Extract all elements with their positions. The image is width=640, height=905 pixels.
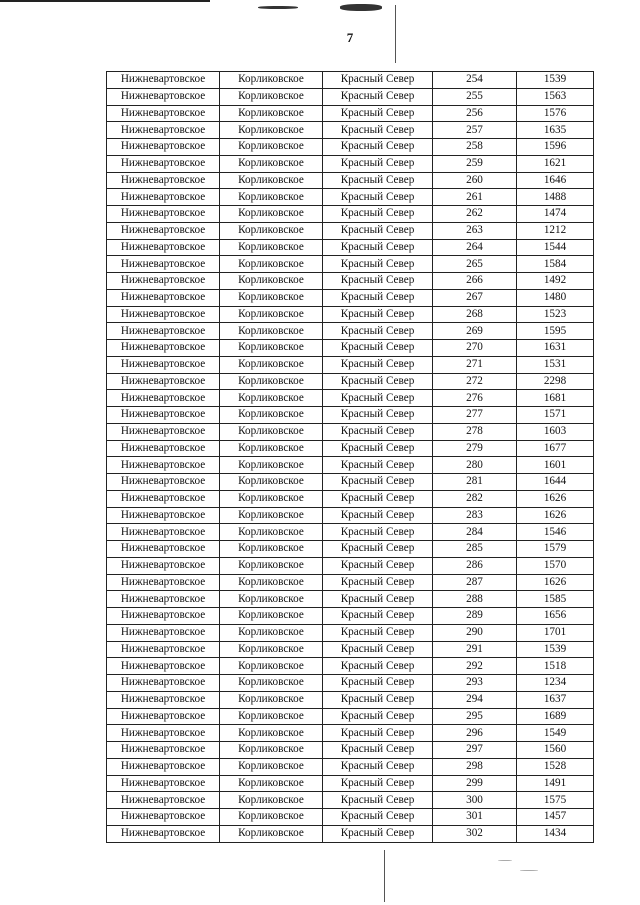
field-cell: Корликовское [220, 474, 323, 491]
settlement-cell: Красный Север [323, 809, 433, 826]
settlement-cell: Красный Север [323, 390, 433, 407]
field-cell: Корликовское [220, 541, 323, 558]
field-cell: Корликовское [220, 306, 323, 323]
district-cell: Нижневартовское [107, 273, 220, 290]
district-cell: Нижневартовское [107, 608, 220, 625]
table-row [107, 608, 594, 625]
value-cell: 1595 [517, 323, 594, 340]
field-cell: Корликовское [220, 490, 323, 507]
table-row [107, 574, 594, 591]
scan-speck-bottom [520, 870, 538, 871]
settlement-cell: Красный Север [323, 440, 433, 457]
field-cell: Корликовское [220, 373, 323, 390]
table-row [107, 591, 594, 608]
table-row [107, 273, 594, 290]
value-cell: 1626 [517, 490, 594, 507]
table-row [107, 122, 594, 139]
district-cell: Нижневартовское [107, 323, 220, 340]
value-cell: 1528 [517, 758, 594, 775]
table-row [107, 658, 594, 675]
value-cell: 1644 [517, 474, 594, 491]
value-cell: 1571 [517, 407, 594, 424]
district-cell: Нижневартовское [107, 289, 220, 306]
number-cell: 278 [433, 423, 517, 440]
number-cell: 261 [433, 189, 517, 206]
table-row [107, 440, 594, 457]
settlement-cell: Красный Север [323, 524, 433, 541]
value-cell: 1681 [517, 390, 594, 407]
table-row [107, 189, 594, 206]
number-cell: 268 [433, 306, 517, 323]
district-cell: Нижневартовское [107, 172, 220, 189]
district-cell: Нижневартовское [107, 691, 220, 708]
settlement-cell: Красный Север [323, 708, 433, 725]
district-cell: Нижневартовское [107, 222, 220, 239]
number-cell: 272 [433, 373, 517, 390]
number-cell: 289 [433, 608, 517, 625]
district-cell: Нижневартовское [107, 675, 220, 692]
scan-speck-top [340, 4, 382, 11]
number-cell: 283 [433, 507, 517, 524]
field-cell: Корликовское [220, 139, 323, 156]
settlement-cell: Красный Север [323, 172, 433, 189]
value-cell: 1626 [517, 574, 594, 591]
district-cell: Нижневартовское [107, 256, 220, 273]
field-cell: Корликовское [220, 708, 323, 725]
district-cell: Нижневартовское [107, 658, 220, 675]
value-cell: 1584 [517, 256, 594, 273]
value-cell: 1637 [517, 691, 594, 708]
value-cell: 1601 [517, 457, 594, 474]
district-cell: Нижневартовское [107, 88, 220, 105]
district-cell: Нижневартовское [107, 373, 220, 390]
number-cell: 288 [433, 591, 517, 608]
number-cell: 284 [433, 524, 517, 541]
district-cell: Нижневартовское [107, 206, 220, 223]
settlement-cell: Красный Север [323, 323, 433, 340]
field-cell: Корликовское [220, 222, 323, 239]
settlement-cell: Красный Север [323, 691, 433, 708]
value-cell: 1474 [517, 206, 594, 223]
value-cell: 1701 [517, 624, 594, 641]
table-row [107, 507, 594, 524]
number-cell: 301 [433, 809, 517, 826]
number-cell: 287 [433, 574, 517, 591]
table-row [107, 708, 594, 725]
value-cell: 1631 [517, 340, 594, 357]
settlement-cell: Красный Север [323, 239, 433, 256]
settlement-cell: Красный Север [323, 641, 433, 658]
value-cell: 1212 [517, 222, 594, 239]
value-cell: 1491 [517, 775, 594, 792]
district-cell: Нижневартовское [107, 105, 220, 122]
number-cell: 291 [433, 641, 517, 658]
value-cell: 1492 [517, 273, 594, 290]
district-cell: Нижневартовское [107, 474, 220, 491]
district-cell: Нижневартовское [107, 541, 220, 558]
value-cell: 1585 [517, 591, 594, 608]
district-cell: Нижневартовское [107, 809, 220, 826]
field-cell: Корликовское [220, 239, 323, 256]
table-row [107, 289, 594, 306]
settlement-cell: Красный Север [323, 608, 433, 625]
settlement-cell: Красный Север [323, 189, 433, 206]
district-cell: Нижневартовское [107, 825, 220, 842]
field-cell: Корликовское [220, 206, 323, 223]
page-number: 7 [346, 30, 354, 45]
field-cell: Корликовское [220, 289, 323, 306]
number-cell: 302 [433, 825, 517, 842]
number-cell: 258 [433, 139, 517, 156]
district-cell: Нижневартовское [107, 591, 220, 608]
district-cell: Нижневартовское [107, 574, 220, 591]
scan-speck-bottom [498, 860, 512, 861]
number-cell: 276 [433, 390, 517, 407]
number-cell: 285 [433, 541, 517, 558]
district-cell: Нижневартовское [107, 457, 220, 474]
value-cell: 1635 [517, 122, 594, 139]
field-cell: Корликовское [220, 88, 323, 105]
number-cell: 280 [433, 457, 517, 474]
field-cell: Корликовское [220, 172, 323, 189]
table-row [107, 323, 594, 340]
settlement-cell: Красный Север [323, 139, 433, 156]
field-cell: Корликовское [220, 407, 323, 424]
table-row [107, 541, 594, 558]
table-row [107, 742, 594, 759]
value-cell: 1523 [517, 306, 594, 323]
number-cell: 296 [433, 725, 517, 742]
number-cell: 293 [433, 675, 517, 692]
district-cell: Нижневартовское [107, 356, 220, 373]
number-cell: 282 [433, 490, 517, 507]
table-row [107, 809, 594, 826]
number-cell: 257 [433, 122, 517, 139]
value-cell: 1579 [517, 541, 594, 558]
table-row [107, 340, 594, 357]
number-cell: 290 [433, 624, 517, 641]
registry-table-body [107, 72, 594, 843]
district-cell: Нижневартовское [107, 775, 220, 792]
number-cell: 295 [433, 708, 517, 725]
district-cell: Нижневартовское [107, 641, 220, 658]
field-cell: Корликовское [220, 457, 323, 474]
settlement-cell: Красный Север [323, 490, 433, 507]
table-row [107, 423, 594, 440]
settlement-cell: Красный Север [323, 474, 433, 491]
value-cell: 1596 [517, 139, 594, 156]
field-cell: Корликовское [220, 758, 323, 775]
district-cell: Нижневартовское [107, 390, 220, 407]
number-cell: 263 [433, 222, 517, 239]
field-cell: Корликовское [220, 524, 323, 541]
settlement-cell: Красный Север [323, 675, 433, 692]
value-cell: 2298 [517, 373, 594, 390]
settlement-cell: Красный Север [323, 72, 433, 89]
table-row [107, 88, 594, 105]
table-row [107, 725, 594, 742]
field-cell: Корликовское [220, 256, 323, 273]
settlement-cell: Красный Север [323, 507, 433, 524]
number-cell: 271 [433, 356, 517, 373]
district-cell: Нижневартовское [107, 524, 220, 541]
number-cell: 255 [433, 88, 517, 105]
field-cell: Корликовское [220, 591, 323, 608]
number-cell: 279 [433, 440, 517, 457]
field-cell: Корликовское [220, 809, 323, 826]
field-cell: Корликовское [220, 356, 323, 373]
settlement-cell: Красный Север [323, 825, 433, 842]
district-cell: Нижневартовское [107, 423, 220, 440]
settlement-cell: Красный Север [323, 423, 433, 440]
registry-table [106, 71, 594, 843]
field-cell: Корликовское [220, 742, 323, 759]
settlement-cell: Красный Север [323, 356, 433, 373]
value-cell: 1656 [517, 608, 594, 625]
field-cell: Корликовское [220, 189, 323, 206]
field-cell: Корликовское [220, 792, 323, 809]
number-cell: 266 [433, 273, 517, 290]
settlement-cell: Красный Север [323, 105, 433, 122]
field-cell: Корликовское [220, 105, 323, 122]
table-row [107, 373, 594, 390]
table-row [107, 490, 594, 507]
number-cell: 277 [433, 407, 517, 424]
settlement-cell: Красный Север [323, 88, 433, 105]
value-cell: 1563 [517, 88, 594, 105]
table-row [107, 758, 594, 775]
number-cell: 256 [433, 105, 517, 122]
table-row [107, 139, 594, 156]
table-row [107, 457, 594, 474]
settlement-cell: Красный Север [323, 457, 433, 474]
table-row [107, 356, 594, 373]
district-cell: Нижневартовское [107, 624, 220, 641]
settlement-cell: Красный Север [323, 725, 433, 742]
settlement-cell: Красный Север [323, 591, 433, 608]
number-cell: 299 [433, 775, 517, 792]
settlement-cell: Красный Север [323, 222, 433, 239]
settlement-cell: Красный Север [323, 306, 433, 323]
field-cell: Корликовское [220, 691, 323, 708]
scan-edge-line [0, 0, 210, 2]
value-cell: 1457 [517, 809, 594, 826]
settlement-cell: Красный Север [323, 289, 433, 306]
value-cell: 1646 [517, 172, 594, 189]
table-row [107, 641, 594, 658]
district-cell: Нижневартовское [107, 507, 220, 524]
table-row [107, 624, 594, 641]
number-cell: 300 [433, 792, 517, 809]
value-cell: 1575 [517, 792, 594, 809]
district-cell: Нижневартовское [107, 189, 220, 206]
district-cell: Нижневартовское [107, 708, 220, 725]
number-cell: 260 [433, 172, 517, 189]
district-cell: Нижневартовское [107, 407, 220, 424]
number-cell: 292 [433, 658, 517, 675]
value-cell: 1531 [517, 356, 594, 373]
value-cell: 1677 [517, 440, 594, 457]
number-cell: 254 [433, 72, 517, 89]
settlement-cell: Красный Север [323, 742, 433, 759]
table-row [107, 222, 594, 239]
number-cell: 286 [433, 557, 517, 574]
field-cell: Корликовское [220, 658, 323, 675]
value-cell: 1603 [517, 423, 594, 440]
value-cell: 1576 [517, 105, 594, 122]
value-cell: 1689 [517, 708, 594, 725]
district-cell: Нижневартовское [107, 72, 220, 89]
settlement-cell: Красный Север [323, 373, 433, 390]
value-cell: 1434 [517, 825, 594, 842]
field-cell: Корликовское [220, 775, 323, 792]
settlement-cell: Красный Север [323, 407, 433, 424]
field-cell: Корликовское [220, 725, 323, 742]
value-cell: 1480 [517, 289, 594, 306]
settlement-cell: Красный Север [323, 273, 433, 290]
table-row [107, 256, 594, 273]
settlement-cell: Красный Север [323, 557, 433, 574]
district-cell: Нижневартовское [107, 490, 220, 507]
number-cell: 267 [433, 289, 517, 306]
field-cell: Корликовское [220, 155, 323, 172]
field-cell: Корликовское [220, 390, 323, 407]
table-row [107, 407, 594, 424]
value-cell: 1560 [517, 742, 594, 759]
district-cell: Нижневартовское [107, 340, 220, 357]
settlement-cell: Красный Север [323, 122, 433, 139]
value-cell: 1488 [517, 189, 594, 206]
number-cell: 270 [433, 340, 517, 357]
field-cell: Корликовское [220, 507, 323, 524]
table-row [107, 239, 594, 256]
number-cell: 298 [433, 758, 517, 775]
scan-fold-line-bottom [384, 850, 385, 902]
table-row [107, 825, 594, 842]
value-cell: 1549 [517, 725, 594, 742]
field-cell: Корликовское [220, 72, 323, 89]
table-row [107, 306, 594, 323]
settlement-cell: Красный Север [323, 775, 433, 792]
settlement-cell: Красный Север [323, 758, 433, 775]
district-cell: Нижневартовское [107, 440, 220, 457]
field-cell: Корликовское [220, 122, 323, 139]
value-cell: 1546 [517, 524, 594, 541]
value-cell: 1518 [517, 658, 594, 675]
field-cell: Корликовское [220, 423, 323, 440]
table-row [107, 206, 594, 223]
value-cell: 1539 [517, 72, 594, 89]
table-row [107, 775, 594, 792]
value-cell: 1234 [517, 675, 594, 692]
table-row [107, 390, 594, 407]
number-cell: 281 [433, 474, 517, 491]
settlement-cell: Красный Север [323, 206, 433, 223]
district-cell: Нижневартовское [107, 742, 220, 759]
settlement-cell: Красный Север [323, 624, 433, 641]
number-cell: 262 [433, 206, 517, 223]
field-cell: Корликовское [220, 557, 323, 574]
table-row [107, 105, 594, 122]
settlement-cell: Красный Север [323, 792, 433, 809]
value-cell: 1570 [517, 557, 594, 574]
number-cell: 259 [433, 155, 517, 172]
table-row [107, 524, 594, 541]
field-cell: Корликовское [220, 608, 323, 625]
field-cell: Корликовское [220, 624, 323, 641]
field-cell: Корликовское [220, 440, 323, 457]
number-cell: 294 [433, 691, 517, 708]
field-cell: Корликовское [220, 574, 323, 591]
district-cell: Нижневартовское [107, 557, 220, 574]
table-row [107, 474, 594, 491]
settlement-cell: Красный Север [323, 658, 433, 675]
field-cell: Корликовское [220, 340, 323, 357]
settlement-cell: Красный Север [323, 340, 433, 357]
value-cell: 1539 [517, 641, 594, 658]
district-cell: Нижневартовское [107, 792, 220, 809]
table-row [107, 557, 594, 574]
district-cell: Нижневартовское [107, 155, 220, 172]
field-cell: Корликовское [220, 825, 323, 842]
district-cell: Нижневартовское [107, 122, 220, 139]
district-cell: Нижневартовское [107, 306, 220, 323]
number-cell: 297 [433, 742, 517, 759]
district-cell: Нижневартовское [107, 725, 220, 742]
value-cell: 1544 [517, 239, 594, 256]
settlement-cell: Красный Север [323, 256, 433, 273]
district-cell: Нижневартовское [107, 239, 220, 256]
district-cell: Нижневартовское [107, 758, 220, 775]
value-cell: 1621 [517, 155, 594, 172]
table-row [107, 72, 594, 89]
table-row [107, 792, 594, 809]
field-cell: Корликовское [220, 641, 323, 658]
district-cell: Нижневартовское [107, 139, 220, 156]
scan-speck-top [258, 6, 298, 9]
table-row [107, 172, 594, 189]
number-cell: 265 [433, 256, 517, 273]
field-cell: Корликовское [220, 323, 323, 340]
scan-fold-line-top [395, 5, 396, 63]
settlement-cell: Красный Север [323, 155, 433, 172]
settlement-cell: Красный Север [323, 574, 433, 591]
value-cell: 1626 [517, 507, 594, 524]
table-row [107, 675, 594, 692]
field-cell: Корликовское [220, 273, 323, 290]
table-row [107, 155, 594, 172]
table-row [107, 691, 594, 708]
number-cell: 269 [433, 323, 517, 340]
settlement-cell: Красный Север [323, 541, 433, 558]
field-cell: Корликовское [220, 675, 323, 692]
number-cell: 264 [433, 239, 517, 256]
